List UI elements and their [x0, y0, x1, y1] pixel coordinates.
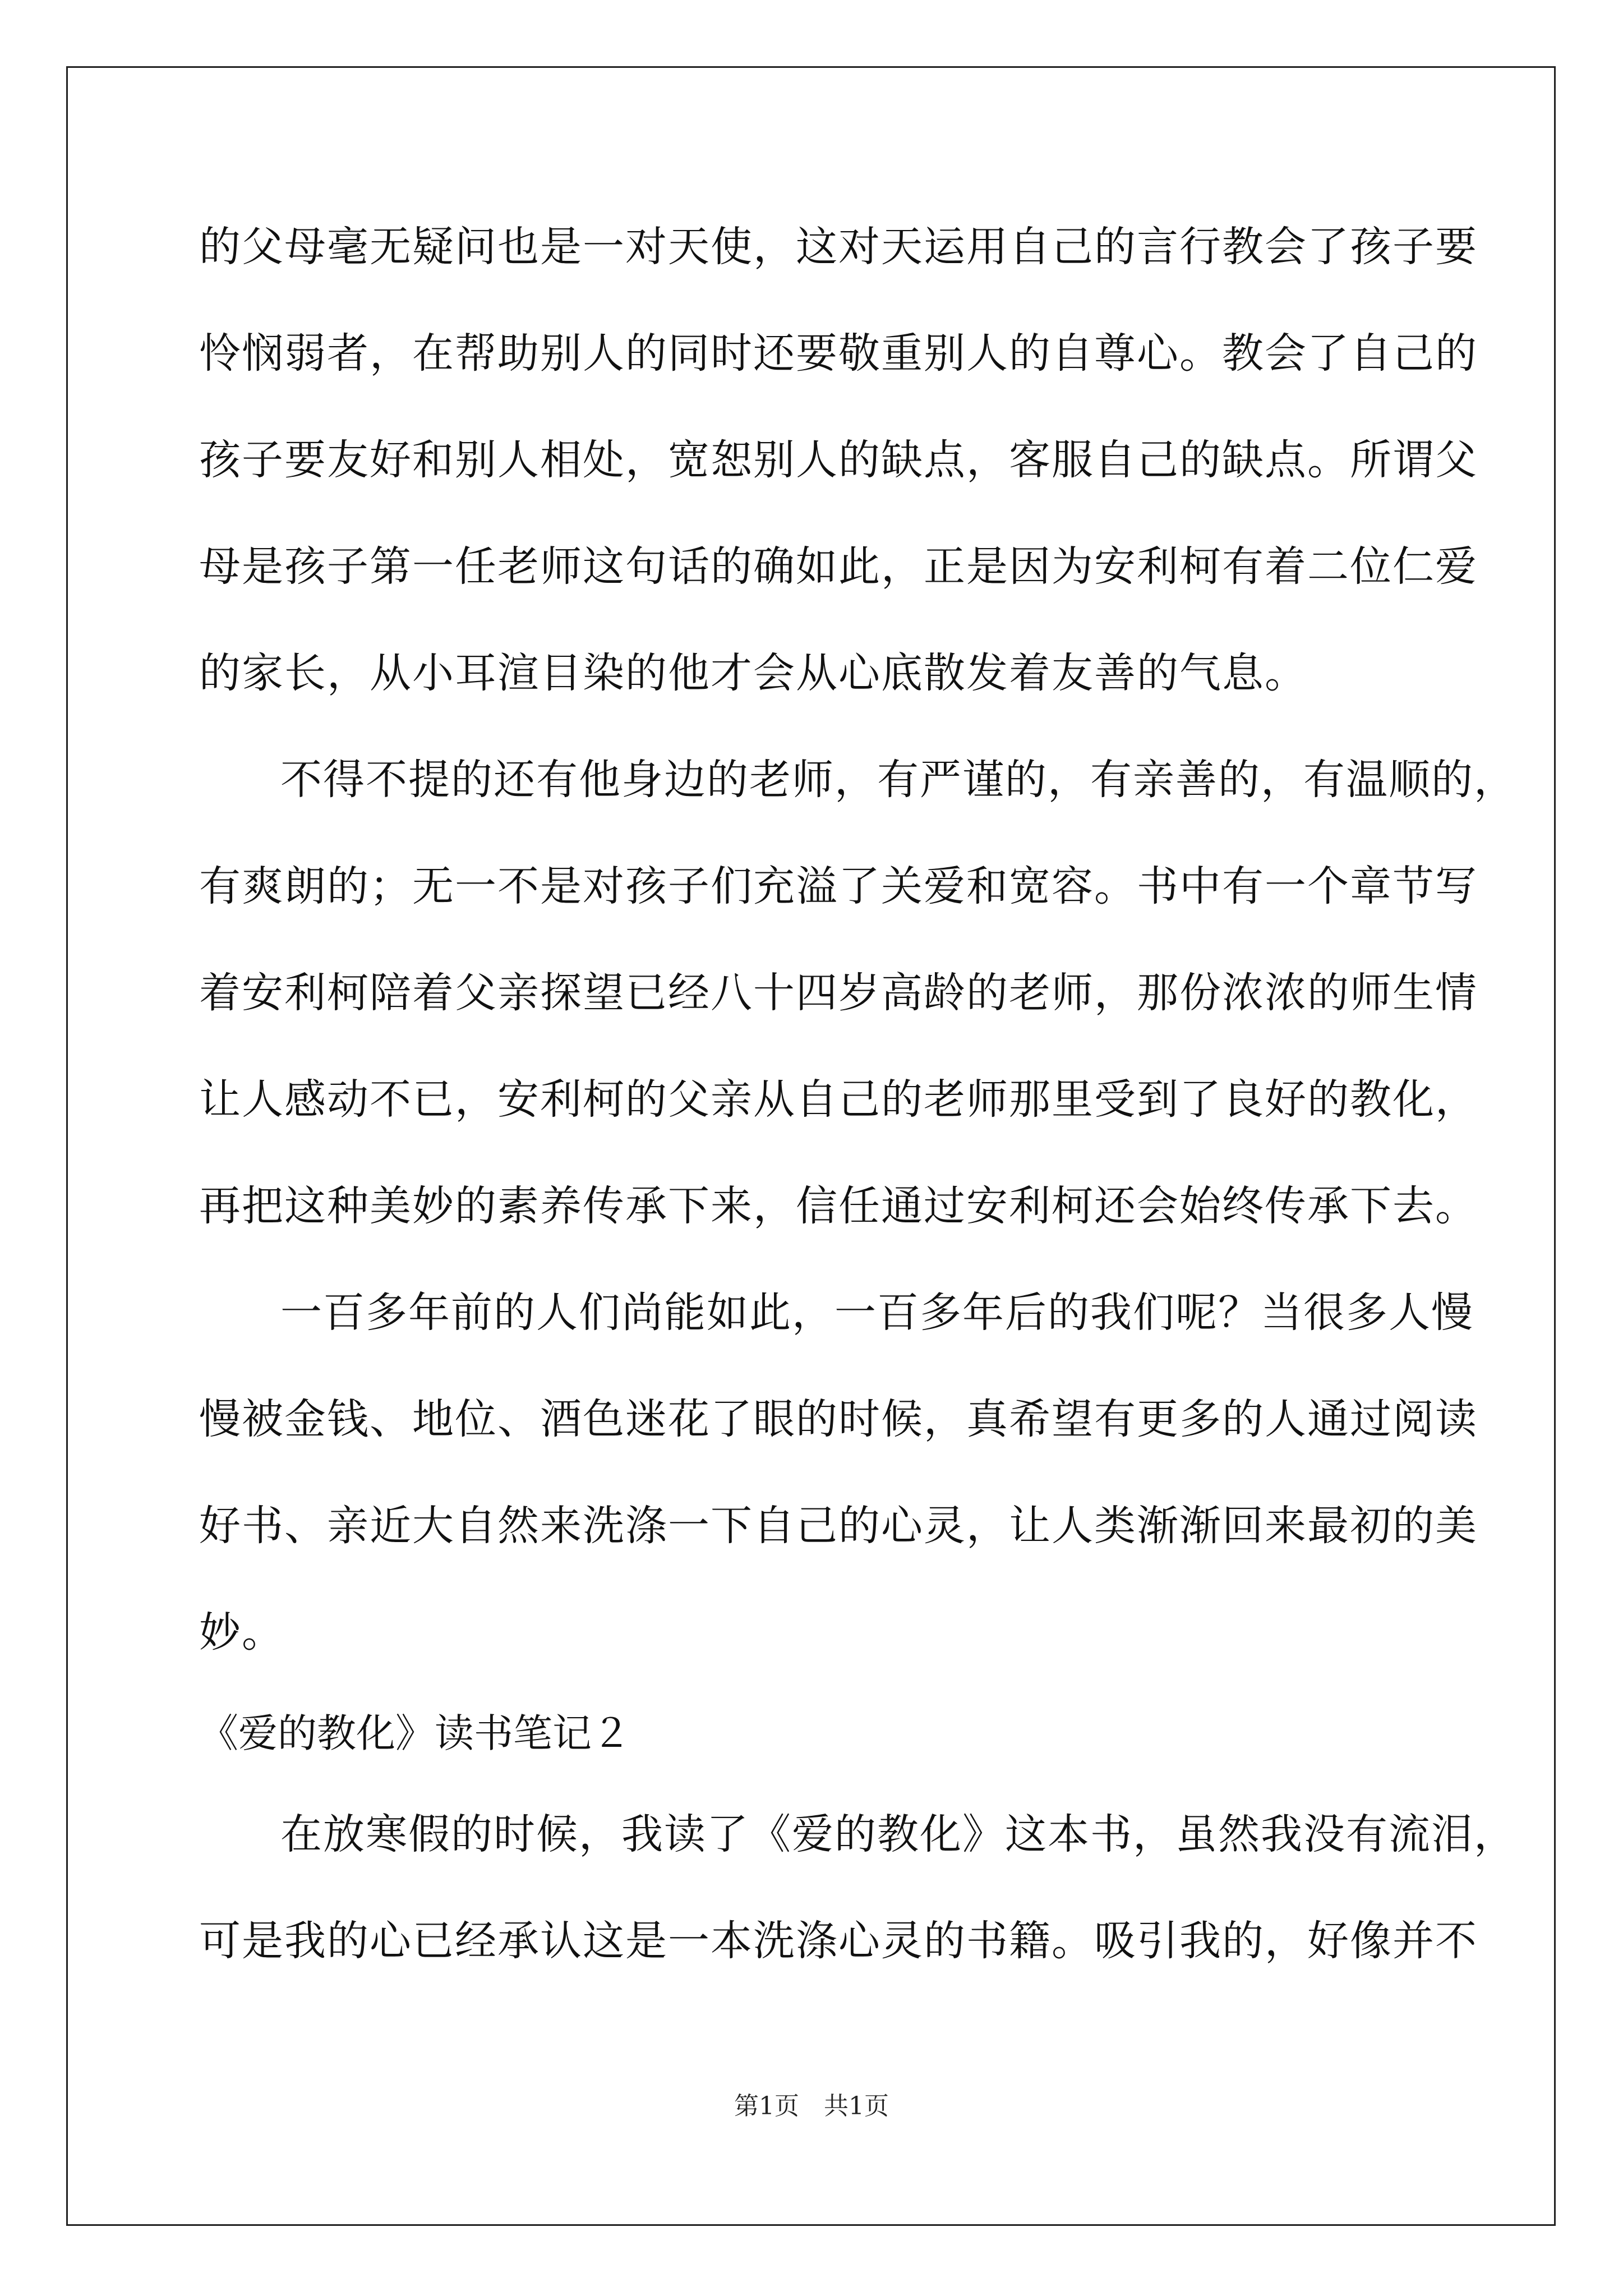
paragraph-2-line-4: 让人感动不已，安利柯的父亲从自己的老师那里受到了良好的教化， — [199, 1075, 1478, 1124]
paragraph-3-line-1: 一百多年前的人们尚能如此，一百多年后的我们呢？当很多人慢 — [280, 1289, 1474, 1337]
paragraph-1-line-3: 孩子要友好和别人相处，宽恕别人的缺点，客服自己的缺点。所谓父 — [199, 436, 1478, 484]
paragraph-1-line-5: 的家长，从小耳渲目染的他才会从心底散发着友善的气息。 — [199, 649, 1307, 697]
paragraph-2-line-2: 有爽朗的；无一不是对孩子们充溢了关爱和宽容。书中有一个章节写 — [199, 862, 1478, 910]
paragraph-1-line-4: 母是孩子第一任老师这句话的确如此，正是因为安利柯有着二位仁爱 — [199, 542, 1478, 591]
paragraph-3-line-4: 妙。 — [199, 1608, 284, 1657]
paragraph-3-line-3: 好书、亲近大自然来洗涤一下自己的心灵，让人类渐渐回来最初的美 — [199, 1502, 1478, 1550]
page-number-footer: 第1页 共1页 — [734, 2092, 889, 2120]
paragraph-1-line-1: 的父母毫无疑问也是一对天使，这对天运用自己的言行教会了孩子要 — [199, 223, 1478, 271]
section-heading: 《爱的教化》读书笔记２ — [199, 1710, 631, 1756]
paragraph-2-line-3: 着安利柯陪着父亲探望已经八十四岁高龄的老师，那份浓浓的师生情 — [199, 969, 1478, 1017]
paragraph-4-line-1: 在放寒假的时候，我读了《爱的教化》这本书，虽然我没有流泪， — [280, 1810, 1516, 1858]
page-border — [66, 66, 1556, 2226]
paragraph-2-line-1: 不得不提的还有他身边的老师，有严谨的，有亲善的，有温顺的， — [280, 756, 1516, 804]
paragraph-4-line-2: 可是我的心已经承认这是一本洗涤心灵的书籍。吸引我的，好像并不 — [199, 1917, 1478, 1965]
paragraph-3-line-2: 慢被金钱、地位、酒色迷花了眼的时候，真希望有更多的人通过阅读 — [199, 1395, 1478, 1443]
paragraph-2-line-5: 再把这种美妙的素养传承下来，信任通过安利柯还会始终传承下去。 — [199, 1182, 1478, 1230]
paragraph-1-line-2: 怜悯弱者，在帮助别人的同时还要敬重别人的自尊心。教会了自己的 — [199, 329, 1478, 378]
